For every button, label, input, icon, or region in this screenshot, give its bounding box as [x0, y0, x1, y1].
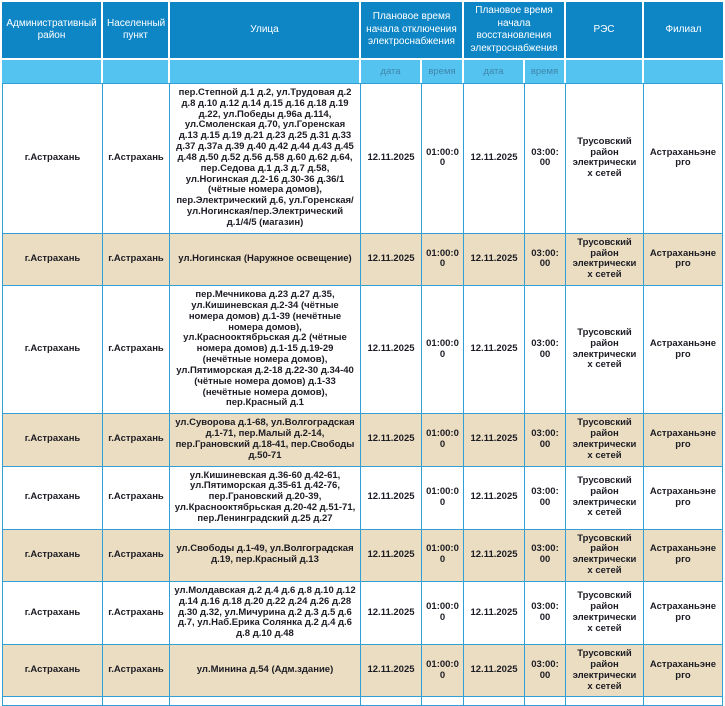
cell-res: Трусовский район электрических сетей [566, 414, 644, 466]
cell-settlement: г.Астрахань [103, 582, 170, 645]
table-row [2, 582, 723, 645]
cell-street: пер.Мечникова д.23 д.27 д.35, ул.Кишиневская д.2-34 (чётные номера домов) д.1-39 (нечётные номера домов), ул.Краснооктябрьская д.2 (чётные номера домов) д.1-15 д.19-29 (нечётные номера домов), ул.Пятиморская д.2-18 д.22-30 д.34-40 (чётные номера домов) д.1-33 (нечётные номера домов), пер.Красный д.1 [170, 286, 361, 414]
cell-settlement: г.Астрахань [103, 414, 170, 466]
cell-branch [644, 697, 723, 706]
cell-res: Трусовский район электрических сетей [566, 467, 644, 530]
cell-res [566, 697, 644, 706]
table-row [2, 414, 723, 466]
cell-district: г.Астрахань [2, 286, 103, 414]
table-row [2, 530, 723, 582]
cell-off-date: 12.11.2025 [361, 645, 422, 697]
table-row [2, 286, 723, 414]
cell-district: г.Астрахань [2, 467, 103, 530]
cell-street: ул.Свободы д.1-49, ул.Волгоградская д.19, пер.Красный д.13 [170, 530, 361, 582]
cell-off-date: 12.11.2025 [361, 83, 422, 234]
table-header [2, 2, 723, 83]
cell-branch: Астраханьэнерго [644, 234, 723, 286]
cell-on-date: 12.11.2025 [464, 645, 525, 697]
subheader-empty-street [170, 58, 361, 83]
table-row [2, 645, 723, 697]
outage-table-body [2, 83, 723, 706]
subheader-empty-district [2, 58, 103, 83]
cell-branch: Астраханьэнерго [644, 83, 723, 234]
cell-branch: Астраханьэнерго [644, 582, 723, 645]
cell-off-date: 12.11.2025 [361, 467, 422, 530]
cell-off-date: 12.11.2025 [361, 582, 422, 645]
cell-street: ул.Молдавская д.2 д.4 д.6 д.8 д.10 д.12 д.14 д.16 д.18 д.20 д.22 д.24 д.26 д.28 д.30 д.32, ул.Мичурина д.2 д.3 д.5 д.6 д.7, ул.Наб.Ерика Солянка д.2 д.4 д.6 д.8 д.10 д.48 [170, 582, 361, 645]
col-header-district: Административный район [2, 2, 103, 58]
cell-settlement: г.Астрахань [103, 234, 170, 286]
table-row [2, 234, 723, 286]
cell-res: Трусовский район электрических сетей [566, 234, 644, 286]
cell-street: ул.Ногинская (Наружное освещение) [170, 234, 361, 286]
cell-on-date: 12.11.2025 [464, 234, 525, 286]
cell-on-date: 12.11.2025 [464, 530, 525, 582]
table-row [2, 697, 723, 706]
cell-res: Трусовский район электрических сетей [566, 530, 644, 582]
subheader-row [2, 58, 723, 83]
cell-settlement: г.Астрахань [103, 467, 170, 530]
cell-off-time: 01:00:00 [422, 582, 464, 645]
cell-on-time: 03:00:00 [525, 286, 566, 414]
subheader-on-time: время [525, 58, 566, 83]
subheader-empty-branch [644, 58, 723, 83]
cell-on-date: 12.11.2025 [464, 83, 525, 234]
cell-off-time: 01:00:00 [422, 234, 464, 286]
cell-street: ул.Кишиневская д.36-60 д.42-61, ул.Пятиморская д.35-61 д.42-76, пер.Грановский д.20-39, ул.Краснооктябрьская д.20-42 д.51-71, пер.Ленинградский д.25 д.27 [170, 467, 361, 530]
subheader-empty-settlement [103, 58, 170, 83]
cell-on-time: 03:00:00 [525, 83, 566, 234]
col-header-restore-start: Плановое время начала восстановления электроснабжения [464, 2, 566, 58]
cell-res: Трусовский район электрических сетей [566, 83, 644, 234]
cell-on-time: 03:00:00 [525, 582, 566, 645]
cell-on-time: 03:00:00 [525, 467, 566, 530]
cell-on-date [464, 697, 525, 706]
cell-branch: Астраханьэнерго [644, 467, 723, 530]
cell-on-date: 12.11.2025 [464, 286, 525, 414]
cell-settlement [103, 697, 170, 706]
cell-on-time: 03:00:00 [525, 530, 566, 582]
cell-settlement: г.Астрахань [103, 530, 170, 582]
col-header-res: РЭС [566, 2, 644, 58]
cell-off-time: 01:00:00 [422, 645, 464, 697]
cell-district: г.Астрахань [2, 530, 103, 582]
cell-district: г.Астрахань [2, 83, 103, 234]
col-header-branch: Филиал [644, 2, 723, 58]
cell-on-time: 03:00:00 [525, 234, 566, 286]
subheader-off-time: время [422, 58, 464, 83]
cell-on-time: 03:00:00 [525, 414, 566, 466]
col-header-settlement: Населенный пункт [103, 2, 170, 58]
cell-off-date: 12.11.2025 [361, 530, 422, 582]
cell-res: Трусовский район электрических сетей [566, 286, 644, 414]
cell-off-time: 01:00:00 [422, 286, 464, 414]
cell-res: Трусовский район электрических сетей [566, 582, 644, 645]
cell-off-date: 12.11.2025 [361, 286, 422, 414]
cell-off-time: 01:00:00 [422, 467, 464, 530]
cell-settlement: г.Астрахань [103, 286, 170, 414]
cell-off-time: 01:00:00 [422, 530, 464, 582]
cell-on-date: 12.11.2025 [464, 582, 525, 645]
cell-off-date: 12.11.2025 [361, 414, 422, 466]
cell-branch: Астраханьэнерго [644, 414, 723, 466]
cell-settlement: г.Астрахань [103, 645, 170, 697]
table-row [2, 83, 723, 234]
subheader-empty-res [566, 58, 644, 83]
cell-district: г.Астрахань [2, 414, 103, 466]
cell-district: г.Астрахань [2, 645, 103, 697]
cell-street: пер.Степной д.1 д.2, ул.Трудовая д.2 д.8 д.10 д.12 д.14 д.15 д.16 д.18 д.19 д.22, ул.Победы д.96а д.114, ул.Смоленская д.70, ул.Горенская д.13 д.15 д.19 д.21 д.23 д.25 д.31 д.33 д.37 д.37а д.39 д.40 д.42 д.44 д.43 д.45 д.48 д.50 д.52 д.56 д.58 д.60 д.62 д.64, пер.Седова д.1 д.3 д.7 д.58, ул.Ногинская д.2-16 д.30-36 д.36/1 (чётные номера домов), пер.Электрический д.6, ул.Горенская/ ул.Ногинская/пер.Электрический д.1/4/5 (магазин) [170, 83, 361, 234]
header-row [2, 2, 723, 58]
cell-branch: Астраханьэнерго [644, 530, 723, 582]
cell-off-time [422, 697, 464, 706]
cell-on-time: 03:00:00 [525, 645, 566, 697]
cell-street: ул.Минина д.54 (Адм.здание) [170, 645, 361, 697]
cell-on-date: 12.11.2025 [464, 414, 525, 466]
cell-on-time [525, 697, 566, 706]
cell-settlement: г.Астрахань [103, 83, 170, 234]
col-header-outage-start: Плановое время начала отключения электроснабжения [361, 2, 464, 58]
table-row [2, 467, 723, 530]
cell-off-date [361, 697, 422, 706]
col-header-street: Улица [170, 2, 361, 58]
cell-off-time: 01:00:00 [422, 414, 464, 466]
cell-off-date: 12.11.2025 [361, 234, 422, 286]
cell-off-time: 01:00:00 [422, 83, 464, 234]
cell-branch: Астраханьэнерго [644, 645, 723, 697]
subheader-on-date: дата [464, 58, 525, 83]
subheader-off-date: дата [361, 58, 422, 83]
cell-branch: Астраханьэнерго [644, 286, 723, 414]
cell-district: г.Астрахань [2, 582, 103, 645]
cell-on-date: 12.11.2025 [464, 467, 525, 530]
cell-street: ул.Суворова д.1-68, ул.Волгоградская д.1-71, пер.Малый д.2-14, пер.Грановский д.18-41, пер.Свободы д.50-71 [170, 414, 361, 466]
cell-res: Трусовский район электрических сетей [566, 645, 644, 697]
cell-district: г.Астрахань [2, 234, 103, 286]
cell-district [2, 697, 103, 706]
cell-street [170, 697, 361, 706]
outage-table [2, 2, 723, 706]
